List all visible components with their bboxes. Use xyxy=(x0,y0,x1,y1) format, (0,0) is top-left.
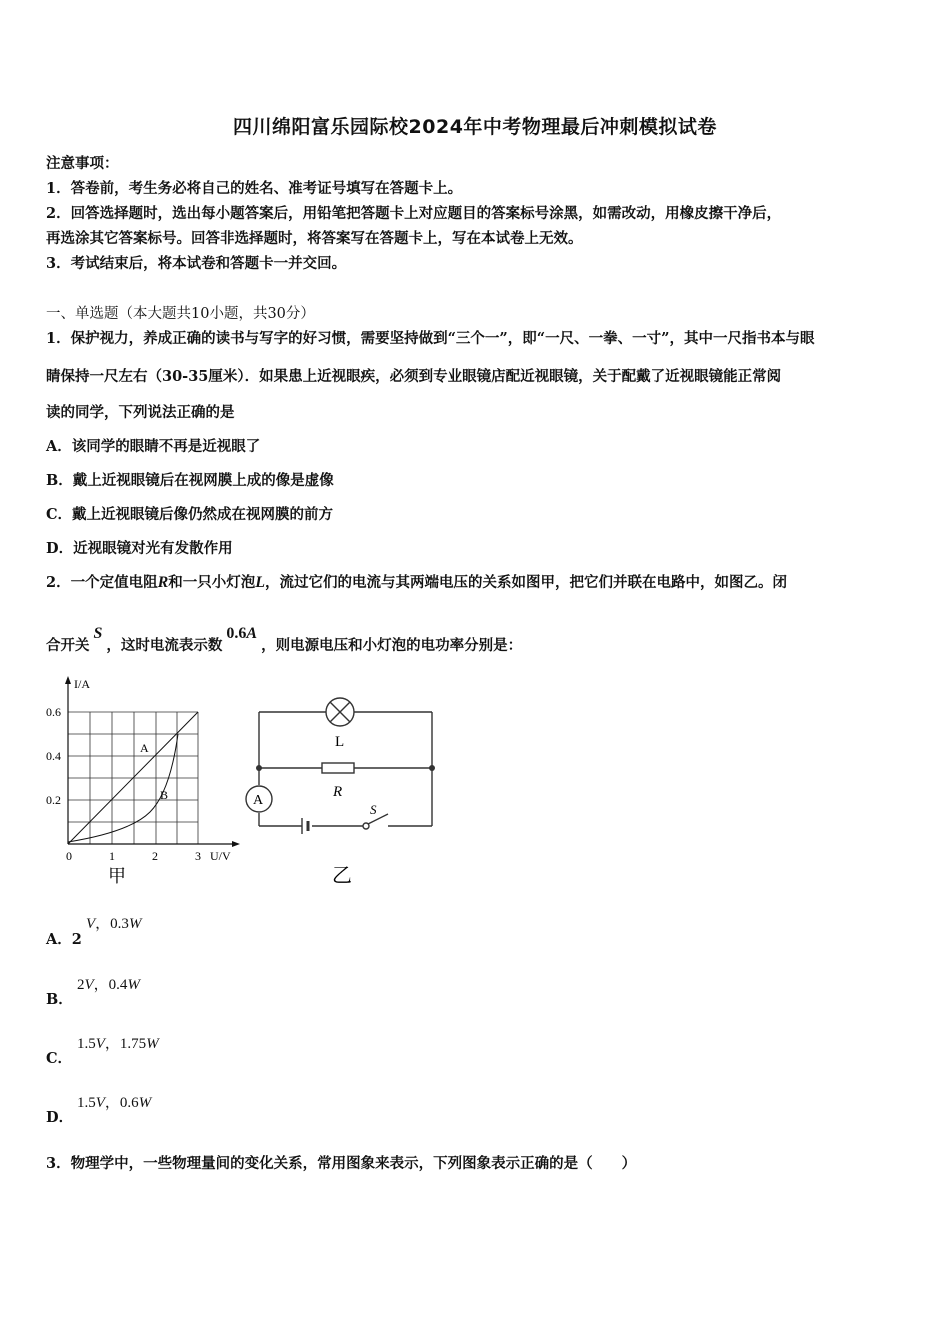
notice-item: 再选涂其它答案标号。回答非选择题时，将答案写在答题卡上，写在本试卷上无效。 xyxy=(46,230,583,247)
notice-heading: 注意事项： xyxy=(46,155,119,172)
exam-title: 四川绵阳富乐园际校2024年中考物理最后冲刺模拟试卷 xyxy=(233,116,717,138)
unit: V xyxy=(95,1095,105,1111)
q2-text: ，流过它们的电流与其两端电压的关系如图甲，把它们并联在电路中，如图乙。闭 xyxy=(265,574,788,591)
iv-graph xyxy=(40,672,250,892)
line-a-label: A xyxy=(140,741,149,755)
option-label: B． xyxy=(46,472,73,489)
lamp-label: L xyxy=(335,734,345,750)
option-text: 戴上近视眼镜后在视网膜上成的像是虚像 xyxy=(72,472,334,489)
option-label: D． xyxy=(46,1109,74,1126)
resistor-icon xyxy=(322,763,354,773)
unit: V xyxy=(95,1036,105,1052)
y-tick: 0.4 xyxy=(46,749,61,763)
q1-stem-line: 睛保持一尺左右（30-35厘米）．如果患上近视眼疾，必须到专业眼镜店配近视眼镜，关于配戴了近视眼镜能正常阅 xyxy=(46,368,782,385)
q1-option-a xyxy=(46,435,260,456)
value: 1.5 xyxy=(77,1036,96,1052)
ammeter-icon xyxy=(246,786,272,812)
q1-option-c xyxy=(46,503,333,524)
option-number: 2 xyxy=(71,931,82,948)
q1-option-d xyxy=(46,537,233,558)
section-heading: 一、单选题（本大题共10小题，共30分） xyxy=(46,306,315,322)
option-text: 该同学的眼睛不再是近视眼了 xyxy=(71,438,261,455)
q1-option-b xyxy=(46,469,334,490)
x-tick: 1 xyxy=(109,849,115,863)
ammeter-label: A xyxy=(253,793,264,808)
unit: V xyxy=(84,977,94,993)
value: ，0.6 xyxy=(104,1095,139,1111)
lamp-icon xyxy=(326,698,354,726)
option-text: 戴上近视眼镜后像仍然成在视网膜的前方 xyxy=(72,506,334,523)
junction-dot xyxy=(429,765,435,771)
circuit-caption: 乙 xyxy=(332,865,352,887)
option-label: B． xyxy=(46,991,73,1008)
notice-item: 3．考试结束后，将本试卷和答题卡一并交回。 xyxy=(46,255,347,272)
x-axis-arrow xyxy=(232,841,240,847)
unit: W xyxy=(128,916,142,932)
option-label: D． xyxy=(46,540,74,557)
junction-dot xyxy=(256,765,262,771)
x-axis-label: U/V xyxy=(210,849,231,863)
q2-option-a xyxy=(46,928,82,949)
q2-stem-line-1 xyxy=(46,571,787,592)
y-tick: 0.2 xyxy=(46,793,61,807)
circuit-diagram xyxy=(240,690,450,900)
q2-option-b-value xyxy=(77,973,140,994)
q2-text: ，这时电流表示数 xyxy=(106,637,223,654)
x-tick: 2 xyxy=(152,849,158,863)
current-value xyxy=(226,625,257,642)
q2-option-c xyxy=(46,1047,72,1068)
unit: W xyxy=(127,977,140,993)
battery-icon xyxy=(302,818,308,834)
x-tick: 0 xyxy=(66,849,72,863)
notice-item: 2．回答选择题时，选出每小题答案后，用铅笔把答题卡上对应题目的答案标号涂黑，如需改动，用橡皮擦干净后， xyxy=(46,205,782,222)
unit: V xyxy=(86,916,96,932)
value: 2 xyxy=(77,977,85,993)
value: ，1.75 xyxy=(104,1036,147,1052)
q2-option-a-value xyxy=(86,912,141,933)
q1-stem-line: 1．保护视力，养成正确的读书与写字的好习惯，需要坚持做到“三个一”，即“一尺、一拳、一寸”，其中一尺指书本与眼 xyxy=(46,330,815,347)
q2-option-c-value xyxy=(77,1032,159,1053)
q2-text: ，则电源电压和小灯泡的电功率分别是： xyxy=(261,637,523,654)
q2-option-d xyxy=(46,1106,73,1127)
y-tick: 0.6 xyxy=(46,705,61,719)
q1-stem-line: 读的同学，下列说法正确的是 xyxy=(46,404,235,421)
graph-caption: 甲 xyxy=(108,866,126,886)
line-b-label: B xyxy=(160,788,169,802)
unit: W xyxy=(146,1036,159,1052)
value: 1.5 xyxy=(77,1095,96,1111)
option-label: A． xyxy=(46,438,72,455)
q2-text: 和一只小灯泡 xyxy=(168,574,256,591)
q2-option-b xyxy=(46,988,73,1009)
current-number: 0.6 xyxy=(226,625,247,642)
x-tick: 3 xyxy=(195,849,201,863)
current-unit: A xyxy=(246,625,258,642)
notice-item: 1．答卷前，考生务必将自己的姓名、准考证号填写在答题卡上。 xyxy=(46,180,463,197)
var-l: L xyxy=(255,574,266,591)
switch-label: S xyxy=(370,802,377,817)
option-label: A． xyxy=(46,931,72,948)
y-axis-label: I/A xyxy=(74,677,90,691)
q2-option-d-value xyxy=(77,1091,151,1112)
q2-text: 合开关 xyxy=(46,637,90,654)
option-label: C． xyxy=(46,506,73,523)
value: ，0.3 xyxy=(95,916,129,932)
q3-stem: 3．物理学中，一些物理量间的变化关系，常用图象来表示，下列图象表示正确的是（ ） xyxy=(46,1155,637,1172)
resistor-label: R xyxy=(333,784,343,800)
var-s: S xyxy=(93,625,103,642)
y-axis-arrow xyxy=(65,676,71,684)
q2-stem-line-2 xyxy=(46,625,523,655)
q2-text: 2．一个定值电阻 xyxy=(46,574,158,591)
unit: W xyxy=(138,1095,152,1111)
var-r: R xyxy=(157,574,169,591)
option-text: 近视眼镜对光有发散作用 xyxy=(73,540,233,557)
option-label: C． xyxy=(46,1050,73,1067)
value: ，0.4 xyxy=(93,977,128,993)
